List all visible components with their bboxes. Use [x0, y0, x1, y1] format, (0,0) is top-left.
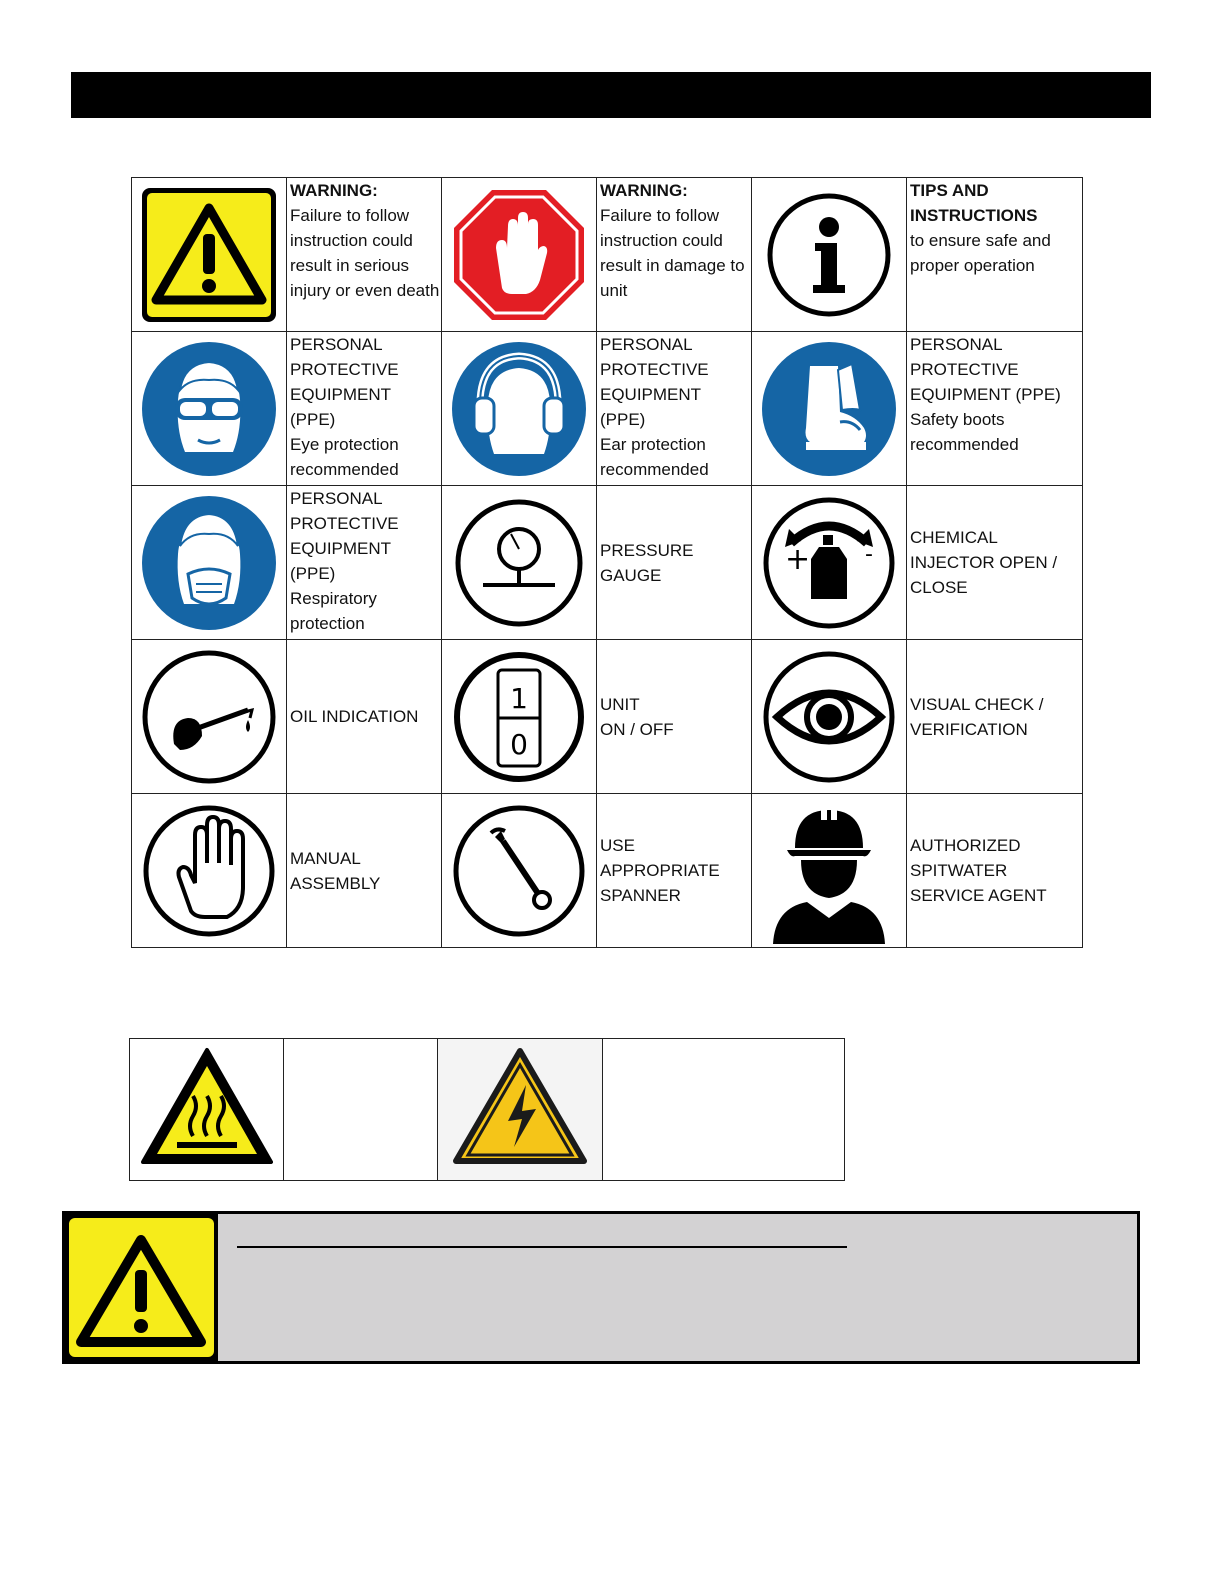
warning-injury-cell: WARNING: Failure to follow instruction could result in serious injury or even death	[287, 178, 442, 332]
warning-triangle-icon	[65, 1214, 218, 1361]
header-bar	[71, 72, 1151, 118]
electrical-hazard-icon	[438, 1039, 603, 1181]
safety-boots-icon	[752, 332, 907, 486]
warning-triangle-icon	[132, 178, 287, 332]
svg-text:0: 0	[510, 727, 528, 761]
ppe-ear-cell: PERSONAL PROTECTIVE EQUIPMENT (PPE) Ear protection recommended	[597, 332, 752, 486]
chemical-injector-icon	[752, 486, 907, 640]
stop-hand-icon	[442, 178, 597, 332]
info-icon	[752, 178, 907, 332]
ppe-boots-cell: PERSONAL PROTECTIVE EQUIPMENT (PPE) Safety boots recommended	[907, 332, 1083, 486]
service-agent-cell: AUTHORIZED SPITWATER SERVICE AGENT	[907, 794, 1083, 948]
ear-protection-icon	[442, 332, 597, 486]
on-off-switch-icon	[442, 640, 597, 794]
pressure-gauge-icon	[442, 486, 597, 640]
warning-underline-rule	[237, 1246, 847, 1248]
svg-text:+: +	[785, 541, 811, 577]
hot-surface-text-cell	[284, 1039, 438, 1181]
respiratory-protection-icon	[132, 486, 287, 640]
service-agent-icon	[752, 794, 907, 948]
pressure-gauge-cell: PRESSURE GAUGE	[597, 486, 752, 640]
hand-icon	[132, 794, 287, 948]
unit-on-off-cell: UNIT ON / OFF	[597, 640, 752, 794]
manual-assembly-cell: MANUAL ASSEMBLY	[287, 794, 442, 948]
symbols-table	[131, 177, 1083, 948]
ppe-respiratory-cell: PERSONAL PROTECTIVE EQUIPMENT (PPE) Respiratory protection	[287, 486, 442, 640]
hazard-table	[129, 1038, 845, 1181]
oil-indication-cell: OIL INDICATION	[287, 640, 442, 794]
warning-notice-box	[62, 1211, 1140, 1364]
oil-can-icon	[132, 640, 287, 794]
svg-text:-: -	[865, 541, 873, 567]
spanner-cell: USE APPROPRIATE SPANNER	[597, 794, 752, 948]
chemical-injector-cell: CHEMICAL INJECTOR OPEN / CLOSE	[907, 486, 1083, 640]
warning-damage-cell: WARNING: Failure to follow instruction could result in damage to unit	[597, 178, 752, 332]
visual-check-cell: VISUAL CHECK / VERIFICATION	[907, 640, 1083, 794]
spanner-icon	[442, 794, 597, 948]
eye-protection-icon	[132, 332, 287, 486]
ppe-eye-cell: PERSONAL PROTECTIVE EQUIPMENT (PPE) Eye protection recommended	[287, 332, 442, 486]
svg-text:1: 1	[510, 681, 528, 715]
hot-surface-icon	[130, 1039, 284, 1181]
electrical-hazard-text-cell	[603, 1039, 845, 1181]
eye-icon	[752, 640, 907, 794]
tips-cell: TIPS AND INSTRUCTIONS to ensure safe and proper operation	[907, 178, 1083, 332]
